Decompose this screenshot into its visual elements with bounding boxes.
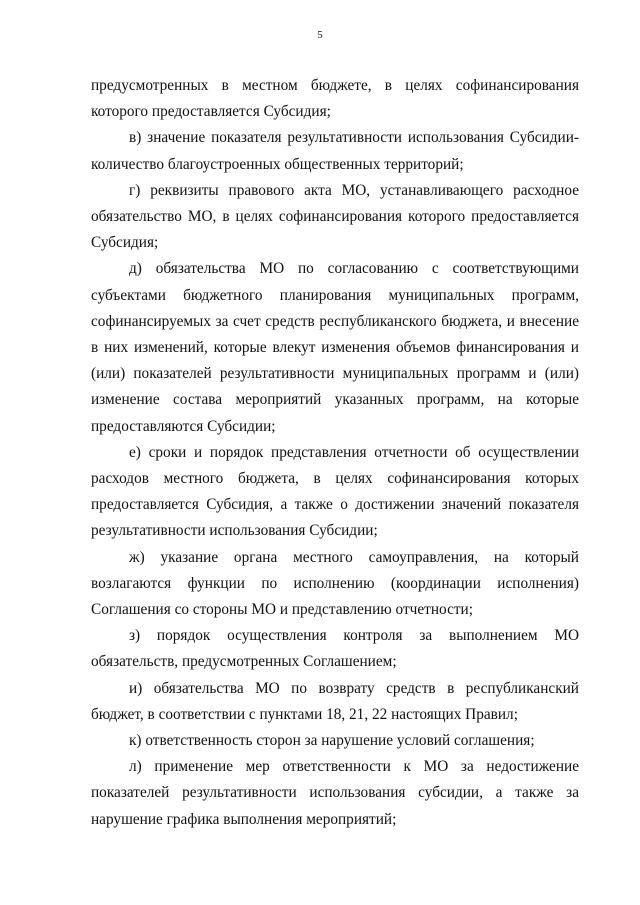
paragraph-continuation: предусмотренных в местном бюджете, в целях софинансирования которого предоставляется Субсидия; (91, 77, 579, 121)
paragraph-item-z: з) порядок осуществления контроля за выполнением МО обязательств, предусмотренных Соглашением; (91, 627, 579, 671)
paragraph-item-g: г) реквизиты правового акта МО, устанавливающего расходное обязательство МО, в целях софинансирования которого предоставляется Субсидия; (91, 181, 579, 252)
paragraph-item-k: к) ответственность сторон за нарушение условий соглашения; (129, 732, 535, 750)
paragraph-item-i: и) обязательства МО по возврату средств в республиканский бюджет, в соответствии с пунктами 18, 21, 22 настоящих Правил; (91, 679, 579, 723)
paragraph-item-d: д) обязательства МО по согласованию с соответствующими субъектами бюджетного планирования муниципальных программ, софинансируемых за счет средств республиканского бюджета, и внесение в них изменений, которые влекут изменения объемов финансирования и (или) показателей результативности муниципальных программ и (или) изменение состава мероприятий указанных программ, на которые предоставляются Субсидии; (91, 260, 579, 435)
paragraph-item-zh: ж) указание органа местного самоуправления, на который возлагаются функции по исполнению (координации исполнения) Соглашения со стороны МО и представлению отчетности; (91, 548, 579, 619)
paragraph-item-v: в) значение показателя результативности использования Субсидии-количество благоустроенных общественных территорий; (91, 129, 579, 173)
paragraph-item-e: е) сроки и порядок представления отчетности об осуществлении расходов местного бюджета, в целях софинансирования которых предоставляется Субсидия, а также о достижении значений показателя результативности использования Субсидии; (91, 443, 579, 540)
page-number: 5 (317, 29, 323, 41)
paragraph-item-l: л) применение мер ответственности к МО за недостижение показателей результативности использования субсидии, а также за нарушение графика выполнения мероприятий; (91, 758, 579, 828)
document-body (91, 73, 579, 833)
